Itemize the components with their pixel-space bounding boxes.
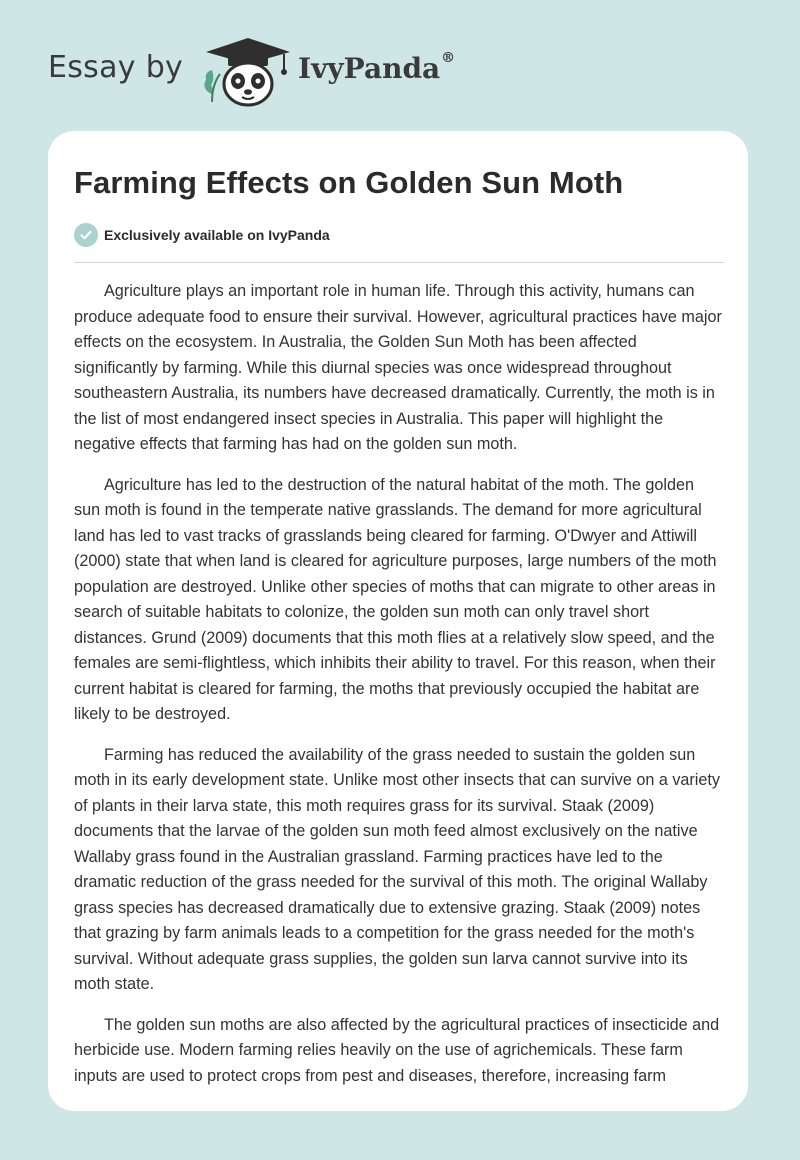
paragraph-2: Agriculture has led to the destruction of the natural habitat of the moth. The golden sun moth is found in the temperate native grasslands. The demand for more agricultural land has led to vast tracks of grasslands being cleared for farming. O'Dwyer and Attiwill (2000) state that when land is cleared for agriculture purposes, large numbers of the moth population are destroyed. Unlike other species of moths that can migrate to other areas in search of suitable habitats to colonize, the golden sun moth can only travel short distances. Grund (2009) documents that this moth flies at a relatively slow speed, and the females are semi-flightless, which inhibits their ability to travel. For this reason, when their current habitat is cleared for farming, the moths that previously occupied the habitat are likely to be destroyed. [74, 475, 717, 723]
essay-by-label: Essay by [48, 50, 184, 85]
site-header [0, 0, 800, 130]
brand-name[interactable] [298, 52, 455, 85]
paragraph-4: The golden sun moths are also affected by the agricultural practices of insecticide and herbicide use. Modern farming relies heavily on the use of agrichemicals. These farm inputs are used to protect crops from pest and diseases, therefore, increasing farm [74, 1015, 720, 1085]
exclusive-badge [74, 222, 330, 248]
brand-text: IvyPanda [298, 52, 441, 85]
essay-body [74, 279, 724, 1104]
badge-label: Exclusively available on IvyPanda [104, 227, 330, 243]
page-title: Farming Effects on Golden Sun Moth [74, 165, 624, 200]
divider [74, 262, 724, 263]
paragraph-3: Farming has reduced the availability of the grass needed to sustain the golden sun moth in its early development state. Unlike most other insects that can survive on a variety of plants in their larva state, this moth requires grass for its survival. Staak (2009) documents that the larvae of the golden sun moth feed almost exclusively on the native Wallaby grass found in the Australian grassland. Farming practices have led to the dramatic reduction of the grass needed for the survival of this moth. The original Wallaby grass species has decreased dramatically due to extensive grazing. Staak (2009) notes that grazing by farm animals leads to a competition for the grass needed for the moth's survival. Without adequate grass supplies, the golden sun larva cannot survive into its moth state. [74, 745, 720, 993]
essay-card [48, 131, 748, 1111]
registered-mark: ® [441, 50, 456, 66]
check-circle-icon [74, 223, 98, 247]
paragraph-1: Agriculture plays an important role in human life. Through this activity, humans can produce adequate food to ensure their survival. However, agricultural practices have major effects on the ecosystem. In Australia, the Golden Sun Moth has been affected significantly by farming. While this diurnal species was once widespread throughout southeastern Australia, its numbers have decreased dramatically. Currently, the moth is in the list of most endangered insect species in Australia. This paper will highlight the negative effects that farming has had on the golden sun moth. [74, 282, 722, 453]
panda-graduate-icon[interactable] [200, 34, 296, 108]
